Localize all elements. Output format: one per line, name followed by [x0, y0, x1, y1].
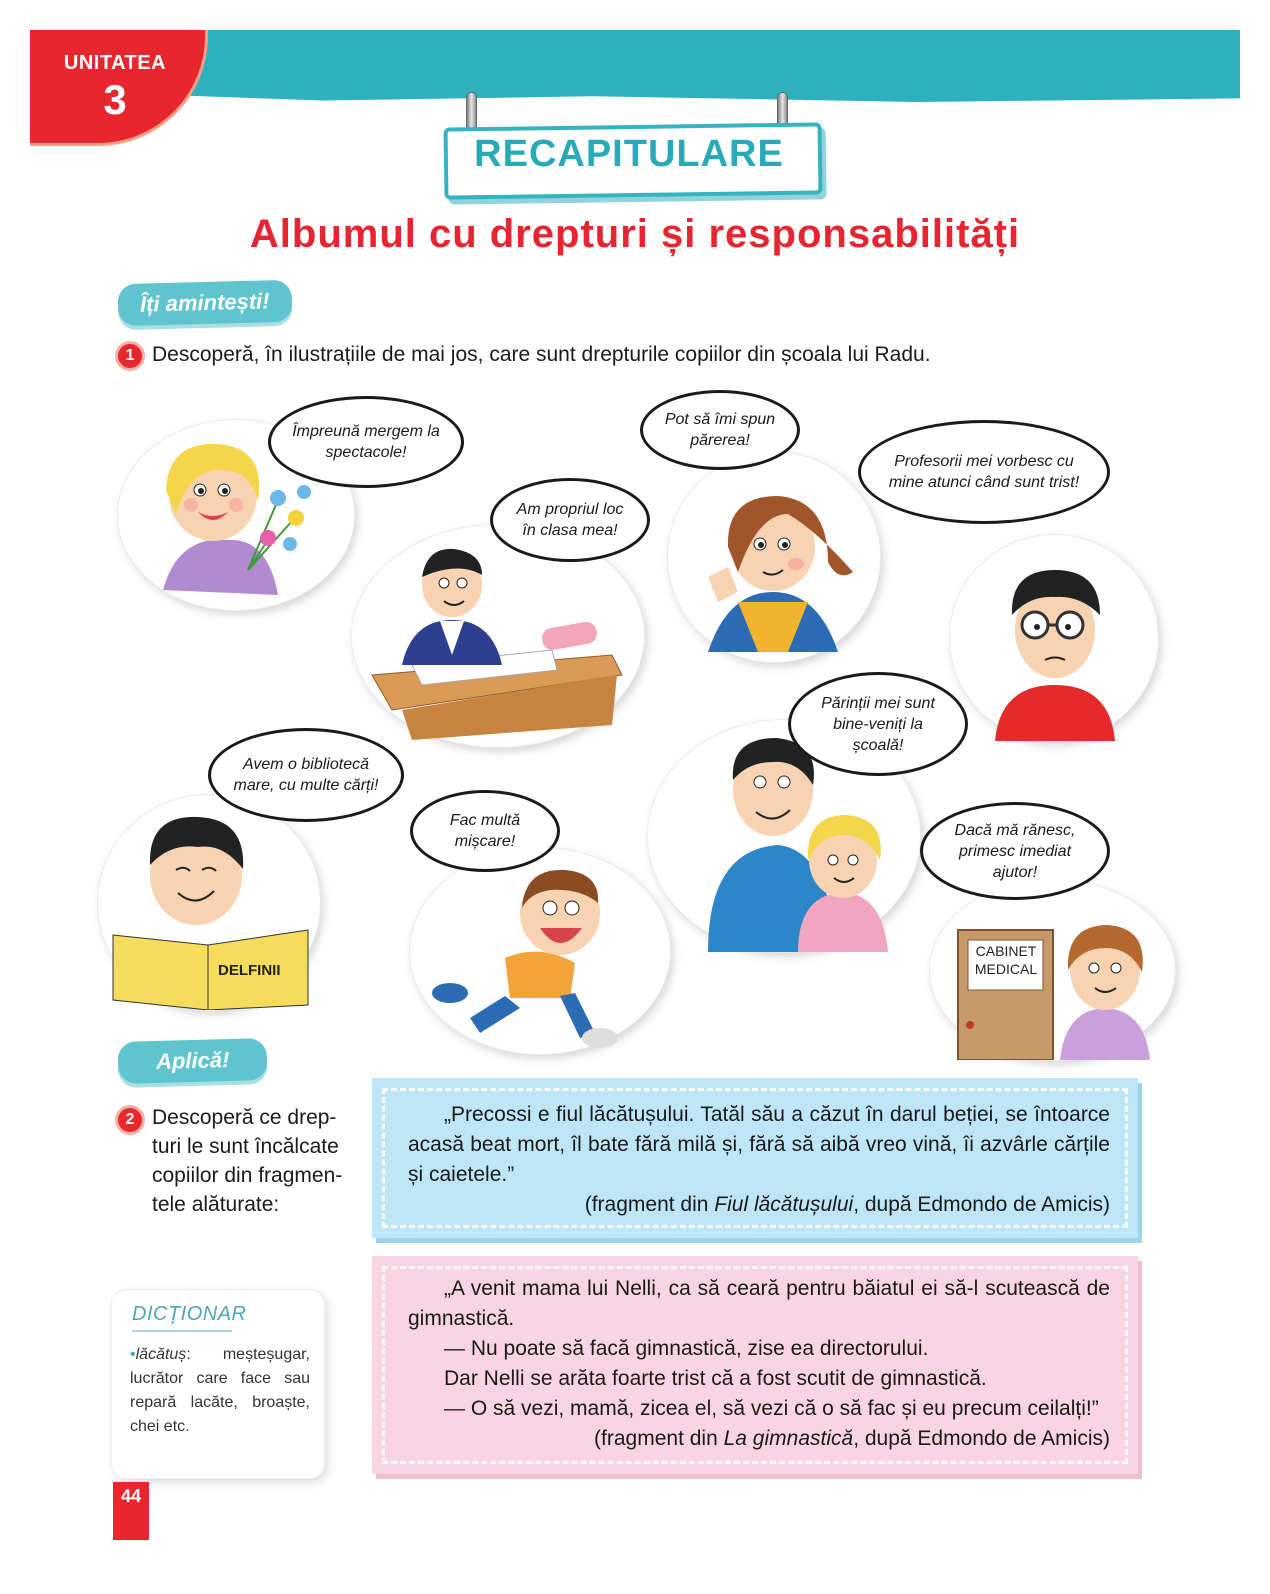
dictionary-definition: : meșteșugar, lucrător care face sau repară lacăte, broaște, chei etc.: [130, 1346, 310, 1435]
illustration-boy-running: [410, 848, 670, 1054]
speech-bubble: Dacă mă rănesc, primesc imediat ajutor!: [920, 802, 1110, 900]
fragment2-line: — O să vezi, mamă, zicea el, să vezi că o să fac și eu precum ceilalți!”: [444, 1397, 1099, 1420]
fragment1-source: [408, 1190, 1110, 1220]
illustration-girl-opinion: [668, 452, 880, 662]
dictionary-title: DICȚIONAR: [132, 1303, 247, 1325]
remember-label: Îți amintești!: [117, 280, 292, 327]
dictionary-entry: [130, 1343, 310, 1439]
section-title: RECAPITULARE: [474, 133, 784, 175]
task-number-badge: 2: [118, 1108, 142, 1132]
fragment2-line: Dar Nelli se arăta foarte trist că a fost scutit de gimnastică.: [444, 1367, 987, 1390]
unit-number: 3: [103, 76, 127, 123]
quote-box-blue: [372, 1078, 1138, 1238]
bullet-icon: •: [130, 1346, 136, 1363]
boy-running-drawing: [410, 848, 670, 1054]
speech-bubble: Fac multă mișcare!: [410, 790, 560, 872]
illustration-medical: [930, 880, 1175, 1060]
task2-line: tele alăturate:: [152, 1193, 280, 1216]
illustration-boy-reading: [98, 795, 320, 1010]
dictionary-term: lăcătuș: [135, 1346, 187, 1363]
medical-drawing: [930, 880, 1175, 1060]
header-band: [160, 30, 1240, 102]
speech-bubble: Profesorii mei vorbesc cu mine atunci când sunt trist!: [858, 420, 1110, 524]
fragment2-line: „A venit mama lui Nelli, ca să ceară pentru băiatul ei să-l scutească de gimnastică.: [408, 1277, 1110, 1330]
girl-opinion-drawing: [668, 452, 880, 662]
source-title: Fiul lăcătușului: [714, 1193, 854, 1216]
page-number: 44: [113, 1482, 149, 1540]
speech-bubble: Părinții mei sunt bine-veniți la școală!: [788, 672, 968, 776]
source-suffix: , după Edmondo de Amicis): [853, 1193, 1110, 1216]
task2-text: [152, 1103, 362, 1219]
speech-bubble: Pot să îmi spun părerea!: [640, 390, 800, 470]
fragment2-source: [408, 1424, 1110, 1454]
speech-bubble: Avem o bibliotecă mare, cu multe cărți!: [208, 728, 404, 822]
book-title: DELFINII: [218, 962, 281, 979]
boy-reading-drawing: [98, 795, 320, 1010]
boy-glasses-drawing: [950, 535, 1158, 741]
apply-label: Aplică!: [117, 1038, 267, 1084]
dictionary-underline: [132, 1330, 232, 1332]
speech-bubble: Am propriul loc în clasa mea!: [490, 478, 650, 562]
source-prefix: (fragment din: [584, 1193, 715, 1216]
task2-line: Descoperă ce drep-: [152, 1106, 337, 1129]
speech-bubble: Împreună mergem la spectacole!: [268, 396, 464, 488]
source-suffix: , după Edmondo de Amicis): [853, 1427, 1110, 1450]
unit-label: UNITATEA: [63, 52, 167, 74]
door-sign: CABINET MEDICAL: [974, 943, 1038, 977]
task-number-badge: 1: [118, 344, 142, 368]
quote-box-pink: [372, 1256, 1138, 1474]
source-title: La gimnastică: [723, 1427, 854, 1450]
illustration-boy-glasses: [950, 535, 1158, 741]
task1-text: Descoperă, în ilustrațiile de mai jos, care sunt drepturile copiilor din școala lui Radu.: [152, 343, 931, 366]
source-prefix: (fragment din: [594, 1427, 724, 1450]
page-title: Albumul cu drepturi și responsabilități: [249, 212, 1021, 256]
task2-line: turi le sunt încălcate: [152, 1135, 339, 1158]
fragment2-line: — Nu poate să facă gimnastică, zise ea directorului.: [444, 1337, 929, 1360]
fragment1-text: „Precossi e fiul lăcătușului. Tatăl său a căzut în darul beției, se întoarce acasă beat mort, îl bate fără milă și, fără să aibă vreo vină, îi azvârle cărțile și caietele.”: [408, 1103, 1110, 1186]
task2-line: copiilor din fragmen-: [152, 1164, 343, 1187]
